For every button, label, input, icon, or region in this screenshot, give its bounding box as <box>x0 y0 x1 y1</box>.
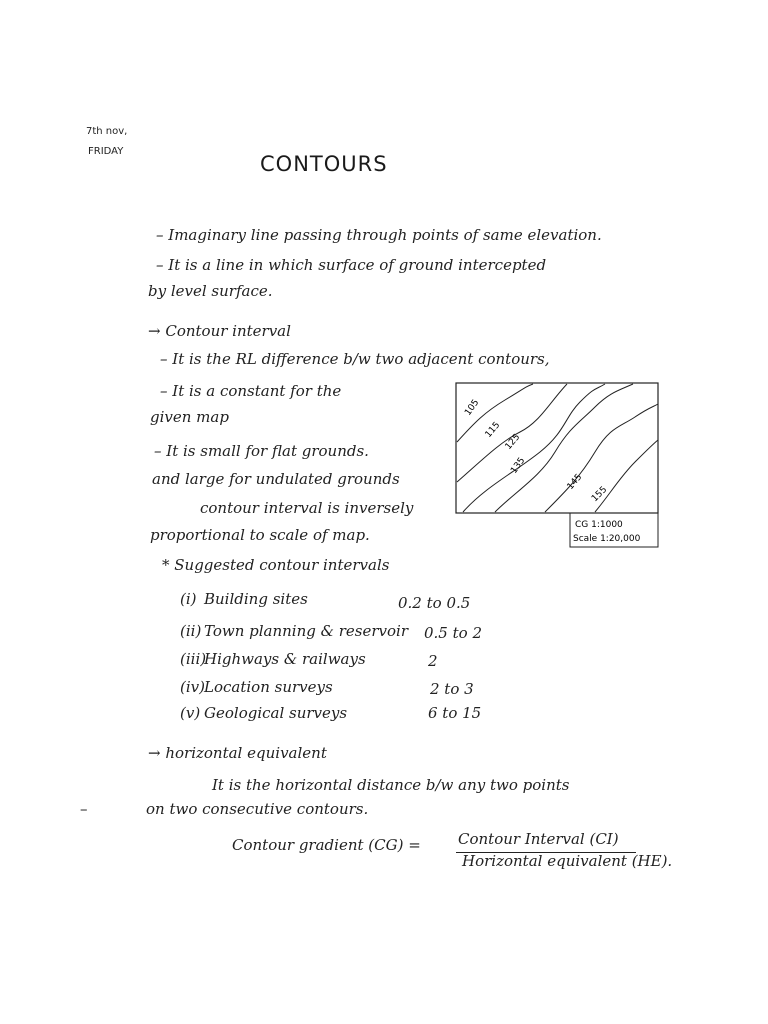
legend-cg: CG 1:1000 <box>575 520 623 530</box>
suggested-item-2-num: (ii) <box>180 622 202 640</box>
contour-line-125 <box>463 384 605 512</box>
intro-line-1: – Imaginary line passing through points of same elevation. <box>156 226 602 244</box>
legend-scale: Scale 1:20,000 <box>573 534 641 544</box>
suggested-item-3-num: (iii) <box>180 650 207 668</box>
suggested-item-4-name: Location surveys <box>204 678 333 696</box>
suggested-item-1-name: Building sites <box>204 590 308 608</box>
suggested-item-5-num: (v) <box>180 704 201 722</box>
suggested-item-2-name: Town planning & reservoir <box>204 622 409 640</box>
ci-line-2: – It is a constant for the <box>160 382 342 400</box>
contour-label-105: 105 <box>463 397 482 418</box>
ci-line-6: contour interval is inversely <box>200 499 414 517</box>
date-line-1: 7th nov, <box>86 126 128 137</box>
ci-line-5: and large for undulated grounds <box>152 470 400 488</box>
contour-label-145: 145 <box>565 472 585 492</box>
formula-lhs: Contour gradient (CG) = <box>232 836 421 854</box>
formula-numerator: Contour Interval (CI) <box>458 830 619 848</box>
suggested-item-4-value: 2 to 3 <box>430 680 474 698</box>
suggested-item-3-value: 2 <box>428 652 438 670</box>
suggested-heading: * Suggested contour intervals <box>162 556 390 574</box>
suggested-item-5-value: 6 to 15 <box>428 704 482 722</box>
contour-label-155: 155 <box>590 484 610 505</box>
page-title: CONTOURS <box>260 152 388 176</box>
ci-line-7: proportional to scale of map. <box>150 526 370 544</box>
he-line-1: It is the horizontal distance b/w any two points <box>212 776 570 794</box>
suggested-item-4-num: (iv) <box>180 678 205 696</box>
margin-mark: – <box>80 800 88 818</box>
date-line-2: FRIDAY <box>88 146 124 157</box>
contour-interval-heading: → Contour interval <box>148 322 291 340</box>
contour-label-125: 125 <box>503 432 523 452</box>
he-line-2: on two consecutive contours. <box>146 800 369 818</box>
suggested-item-3-name: Highways & railways <box>204 650 366 668</box>
contour-label-135: 135 <box>509 455 528 476</box>
intro-line-3: by level surface. <box>148 282 273 300</box>
suggested-item-5-name: Geological surveys <box>204 704 348 722</box>
horizontal-equivalent-heading: → horizontal equivalent <box>148 744 327 762</box>
suggested-item-1-num: (i) <box>180 590 197 608</box>
ci-line-3: given map <box>150 408 229 426</box>
contour-label-115: 115 <box>483 420 503 440</box>
suggested-item-2-value: 0.5 to 2 <box>424 624 482 642</box>
formula-denominator: Horizontal equivalent (HE). <box>462 852 673 870</box>
ci-line-1: – It is the RL difference b/w two adjacent contours, <box>160 350 550 368</box>
contour-map-diagram <box>455 382 660 550</box>
contour-line-155 <box>595 440 658 512</box>
intro-line-2: – It is a line in which surface of ground intercepted <box>156 256 547 274</box>
ci-line-4: – It is small for flat grounds. <box>154 442 369 460</box>
suggested-item-1-value: 0.2 to 0.5 <box>398 594 471 612</box>
